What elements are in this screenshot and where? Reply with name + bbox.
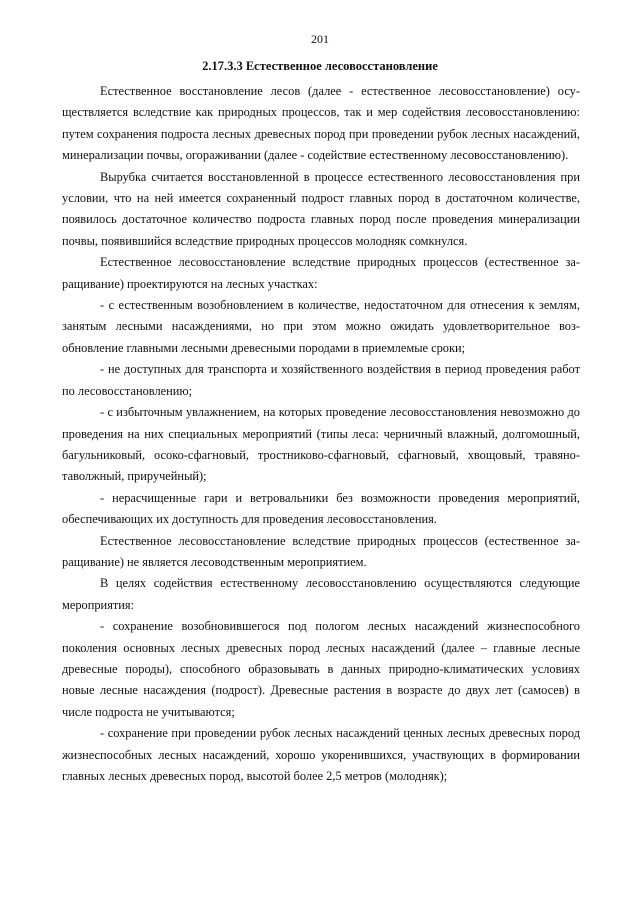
list-item-undergrowth-preservation: - сохранение возобновившегося под пологом лесных насаждений жизнеспособного поколения основных лесных древесных пород лесных насаждений (далее – главные лесные древесные породы), способного образовывать в данных природно-климатических условиях новые лесные насаждения (подрост). Древесные растения в возрасте до двух лет (самосев) в числе подроста не учитываются; xyxy=(62,619,580,719)
paragraph-not-silvicultural: Естественное лесовосстановление вследствие природных процессов (естественное заращивание) не является лесоводственным мероприятием. xyxy=(62,533,580,569)
list-item-excess-moisture: - с избыточным увлажнением, на которых проведение лесовосстановления невозможно до проведения на них специальных мероприятий (типы леса: черничный влажный, долгомошный, багульниковый, осоко-сфагновый, тростниково-сфагновый, сфагновый, хвощовый, травяно-таволжный, приручейный); xyxy=(62,405,580,484)
list-item-young-stand-preservation: - сохранение при проведении рубок лесных насаждений ценных лесных древесных пород жизнеспособных лесных насаждений, хорошо укоренившихся, участвующих в формировании главных лесных древесных пород, высотой более 2,5 метров (молодняк); xyxy=(62,726,580,783)
page-number: 201 xyxy=(311,32,329,46)
list-item-insufficient-regeneration: - с естественным возобновлением в количестве, недостаточном для отнесения к землям, занятым лесными насаждениями, но при этом можно ожидать удовлетворительное возобновление главными лесными древесными породами в приемлемые сроки; xyxy=(62,298,580,355)
paragraph-assistance-measures-intro: В целях содействия естественному лесовосстановлению осуществляются следующие мероприятия: xyxy=(62,576,580,612)
list-item-inaccessible-sites: - не доступных для транспорта и хозяйственного воздействия в период проведения работ по лесовосстановлению; xyxy=(62,362,580,398)
list-item-uncleared-burns: - нерасчищенные гари и ветровальники без возможности проведения мероприятий, обеспечивающих их доступность для проведения лесовосстановления. xyxy=(62,490,580,527)
document-body xyxy=(62,81,580,787)
paragraph-natural-restoration-definition: Естественное восстановление лесов (далее - естественное лесовосстановление) осуществляется вследствие как природных процессов, так и мер содействия лесовосстановлению: путем сохранения подроста лесных древесных пород при проведении рубок лесных насаждений, минерализации почвы, огораживании (далее - содействие естественному лесовосстановлению). xyxy=(62,84,580,163)
paragraph-natural-overgrowth-sites: Естественное лесовосстановление вследствие природных процессов (естественное заращивание) проектируются на лесных участках: xyxy=(62,255,580,291)
section-heading: 2.17.3.3 Естественное лесовосстановление xyxy=(202,59,438,73)
paragraph-clearing-restored-condition: Вырубка считается восстановленной в процессе естественного лесовосстановления при условии, что на ней имеется сохраненный подрост главных пород в достаточном количестве, появилось достаточное количество подроста главных пород после проведения минерализации почвы, появившийся вследствие природных процессов молодняк сомкнулся. xyxy=(62,169,580,248)
